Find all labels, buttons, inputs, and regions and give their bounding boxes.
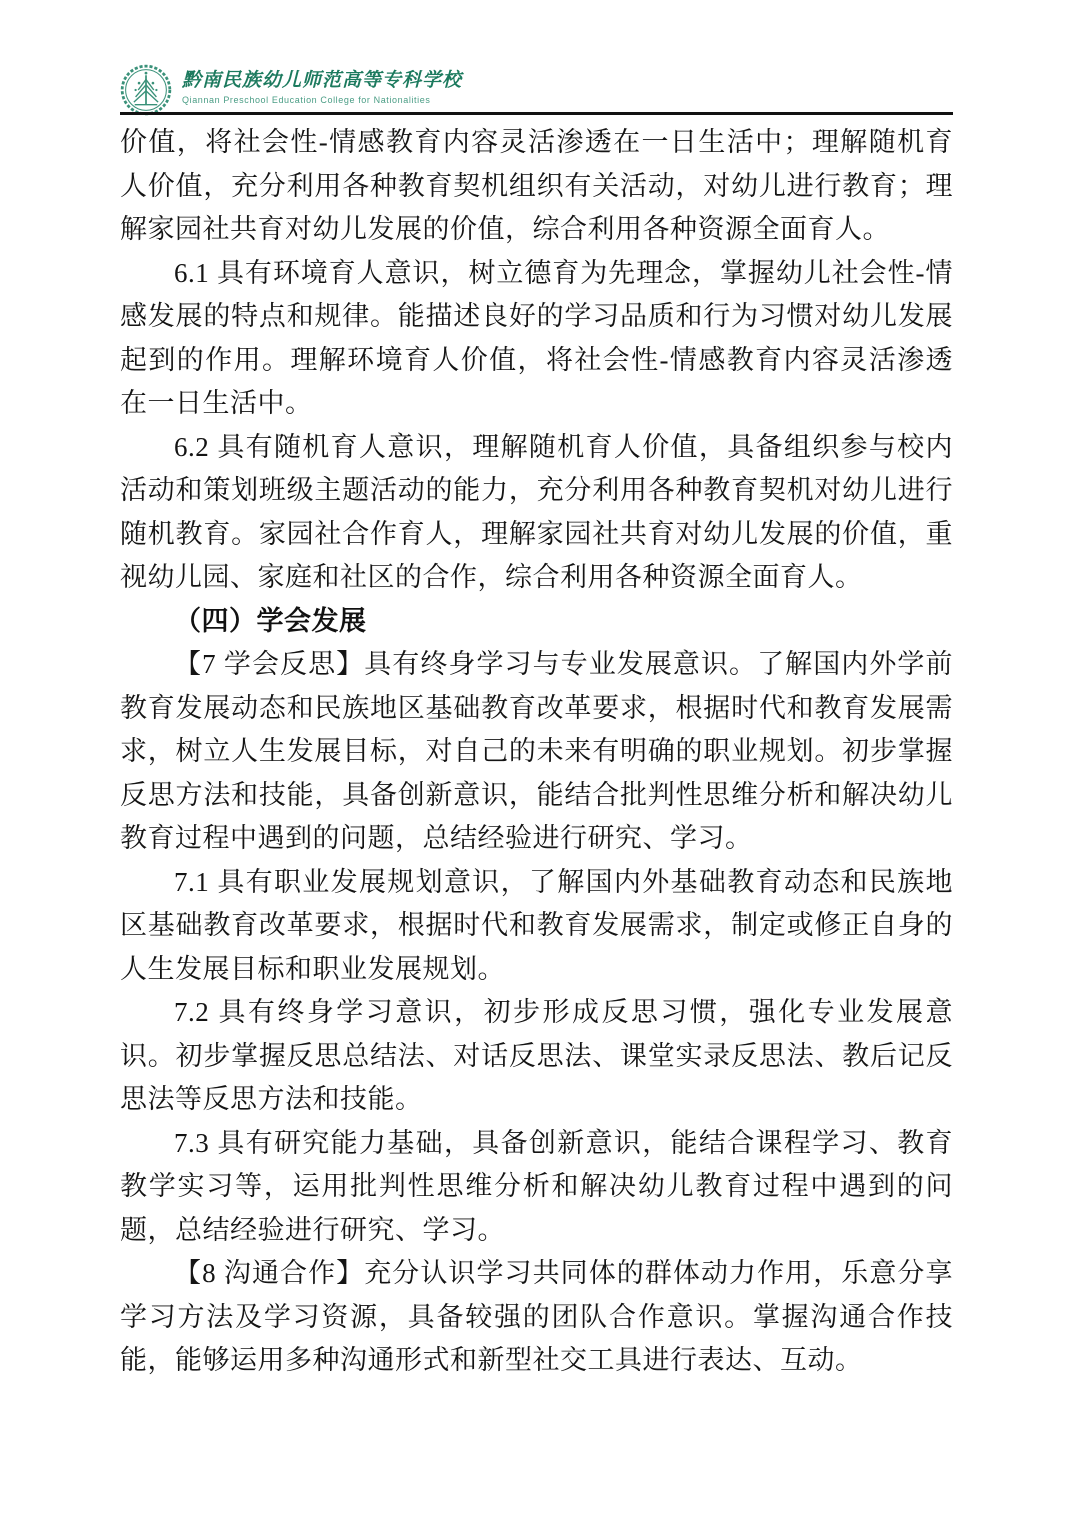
paragraph-continuation: 价值，将社会性-情感教育内容灵活渗透在一日生活中；理解随机育人价值，充分利用各种教育契机组织有关活动，对幼儿进行教育；理解家园社共育对幼儿发展的价值，综合利用各种资源全面育人。 — [120, 127, 953, 244]
college-name-en: Qiannan Preschool Education College for Nationalities — [182, 94, 431, 105]
paragraph-7-2: 7.2 具有终身学习意识，初步形成反思习惯，强化专业发展意识。初步掌握反思总结法、对话反思法、课堂实录反思法、教后记反思法等反思方法和技能。 — [120, 997, 953, 1114]
header-rule — [120, 112, 953, 115]
paragraph-7-3: 7.3 具有研究能力基础，具备创新意识，能结合课程学习、教育教学实习等，运用批判性思维分析和解决幼儿教育过程中遇到的问题，总结经验进行研究、学习。 — [120, 1127, 953, 1245]
college-name-zh: 黔南民族幼儿师范高等专科学校 — [182, 69, 463, 91]
document-body — [120, 121, 953, 1383]
header — [120, 58, 953, 116]
paragraph-7-1: 7.1 具有职业发展规划意识，了解国内外基础教育动态和民族地区基础教育改革要求，根据时代和教育发展需求，制定或修正自身的人生发展目标和职业发展规划。 — [120, 866, 953, 984]
paragraph-6-2: 6.2 具有随机育人意识，理解随机育人价值，具备组织参与校内活动和策划班级主题活动的能力，充分利用各种教育契机对幼儿进行随机教育。家园社合作育人，理解家园社共育对幼儿发展的价值，重视幼儿园、家庭和社区的合作，综合利用各种资源全面育人。 — [120, 431, 953, 592]
paragraph-8-communication-cooperation: 【8 沟通合作】充分认识学习共同体的群体动力作用，乐意分享学习方法及学习资源，具备较强的团队合作意识。掌握沟通合作技能，能够运用多种沟通形式和新型社交工具进行表达、互动。 — [120, 1258, 953, 1375]
section-heading-learn-to-develop: （四）学会发展 — [174, 605, 367, 636]
college-logo — [120, 58, 953, 116]
college-logo-text — [182, 69, 462, 106]
paragraph-7-learn-to-reflect: 【7 学会反思】具有终身学习与专业发展意识。了解国内外学前教育发展动态和民族地区基础教育改革要求，根据时代和教育发展需求，树立人生发展目标，对自己的未来有明确的职业规划。初步掌握反思方法和技能，具备创新意识，能结合批判性思维分析和解决幼儿教育过程中遇到的问题，总结经验进行研究、学习。 — [120, 649, 953, 853]
paragraph-6-1: 6.1 具有环境育人意识，树立德育为先理念，掌握幼儿社会性-情感发展的特点和规律。能描述良好的学习品质和行为习惯对幼儿发展起到的作用。理解环境育人价值，将社会性-情感教育内容灵活渗透在一日生活中。 — [120, 257, 953, 418]
college-seal-tree-icon — [120, 64, 172, 116]
